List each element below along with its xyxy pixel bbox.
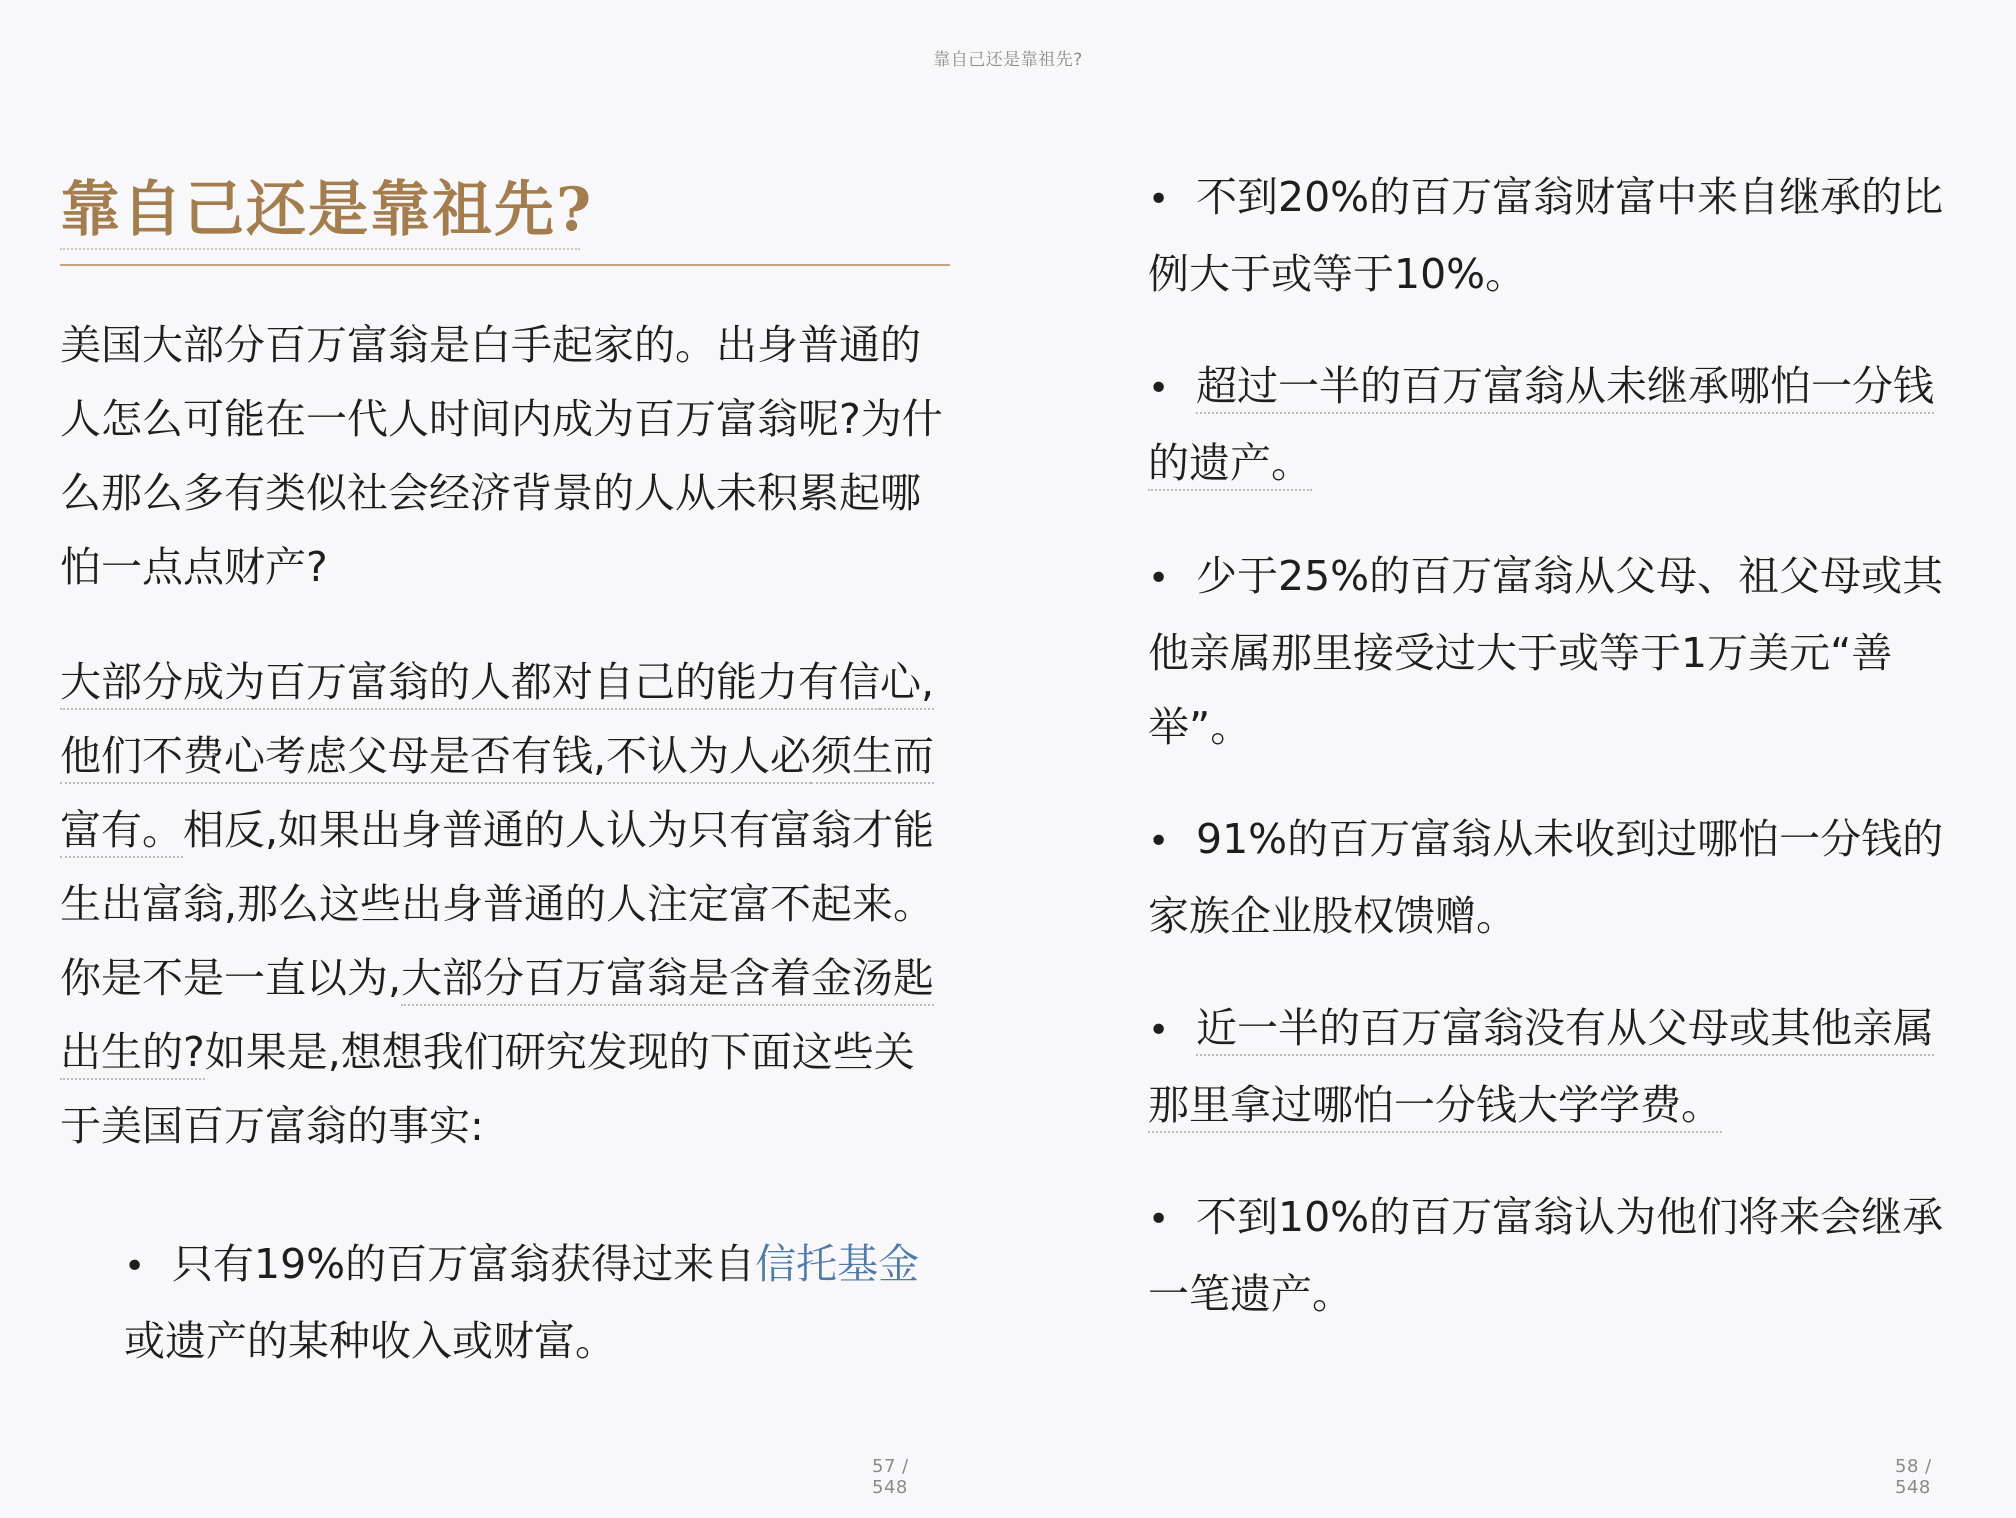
bullet-dot: •: [1148, 558, 1170, 599]
page-number-left: 57 / 548: [872, 1456, 909, 1498]
paragraph-confidence-text-1: 相反,如果出身普通的人认为只有富翁才能生出富翁,那么这些出身普通的人注定富不起来。你是不是一直以为,: [60, 806, 935, 1002]
bullet-dot: •: [1148, 1199, 1170, 1240]
chapter-title: 靠自己还是靠祖先?: [60, 175, 594, 245]
list-item-text-cont: 或遗产的某种收入或财富。: [124, 1317, 616, 1365]
list-item-family-business: [1148, 802, 1956, 953]
trust-fund-link[interactable]: 信托基金: [755, 1240, 920, 1288]
list-item-gifts: [1148, 539, 1956, 764]
list-item-future-inheritance: [1148, 1180, 1956, 1331]
paragraph-intro: 美国大部分百万富翁是白手起家的。出身普通的人怎么可能在一代人时间内成为百万富翁呢?为什么那么多有类似社会经济背景的人从未积累起哪怕一点点财产?: [60, 321, 943, 591]
highlight-tuition[interactable]: 近一半的百万富翁没有从父母或其他亲属那里拿过哪怕一分钱大学学费。: [1148, 1004, 1934, 1133]
paragraph-confidence-text-2: 如果是,想想我们研究发现的下面这些关于美国百万富翁的事实:: [60, 1028, 915, 1150]
list-item-inheritance-share: [1148, 160, 1956, 311]
title-divider: [60, 264, 950, 266]
list-item-never-inherited: [1148, 349, 1956, 500]
list-item-text: 少于25%的百万富翁从父母、祖父母或其他亲属那里接受过大于或等于1万美元“善举”。: [1148, 552, 1944, 751]
page-number-right: 58 / 548: [1895, 1456, 1932, 1498]
highlight-never-inherited[interactable]: 超过一半的百万富翁从未继承哪怕一分钱的遗产。: [1148, 362, 1934, 491]
bullet-dot: •: [124, 1246, 146, 1287]
title-highlight-underline: [60, 248, 580, 250]
highlight-confidence-3[interactable]: 须生而富有。: [60, 732, 934, 858]
running-header-title: 靠自己还是靠祖先?: [933, 50, 1083, 70]
highlight-golden-spoon[interactable]: 大部分百万富翁是含着金汤匙出生的?: [60, 954, 934, 1080]
list-item-tuition: [1148, 991, 1956, 1142]
list-item-text: 只有19%的百万富翁获得过来自: [172, 1240, 756, 1288]
list-item-text: 不到20%的百万富翁财富中来自继承的比例大于或等于10%。: [1148, 173, 1944, 298]
left-page: [60, 0, 950, 1518]
paragraph-confidence: [60, 645, 950, 1163]
list-item-text: 不到10%的百万富翁认为他们将来会继承一笔遗产。: [1148, 1193, 1944, 1318]
bullet-dot: •: [1148, 368, 1170, 409]
bullet-dot: •: [1148, 1010, 1170, 1051]
right-page: [1148, 0, 1956, 1518]
bullet-dot: •: [1148, 821, 1170, 862]
list-item-text: 91%的百万富翁从未收到过哪怕一分钱的家族企业股权馈赠。: [1148, 815, 1944, 940]
highlight-confidence-2[interactable]: 心,他们不费心考虑父母是否有钱,不认为人必: [60, 658, 934, 784]
bullet-dot: •: [1148, 179, 1170, 220]
list-item-trust-fund: [124, 1227, 944, 1378]
highlight-confidence-1[interactable]: 大部分成为百万富翁的人都对自己的能力有信: [60, 658, 880, 710]
